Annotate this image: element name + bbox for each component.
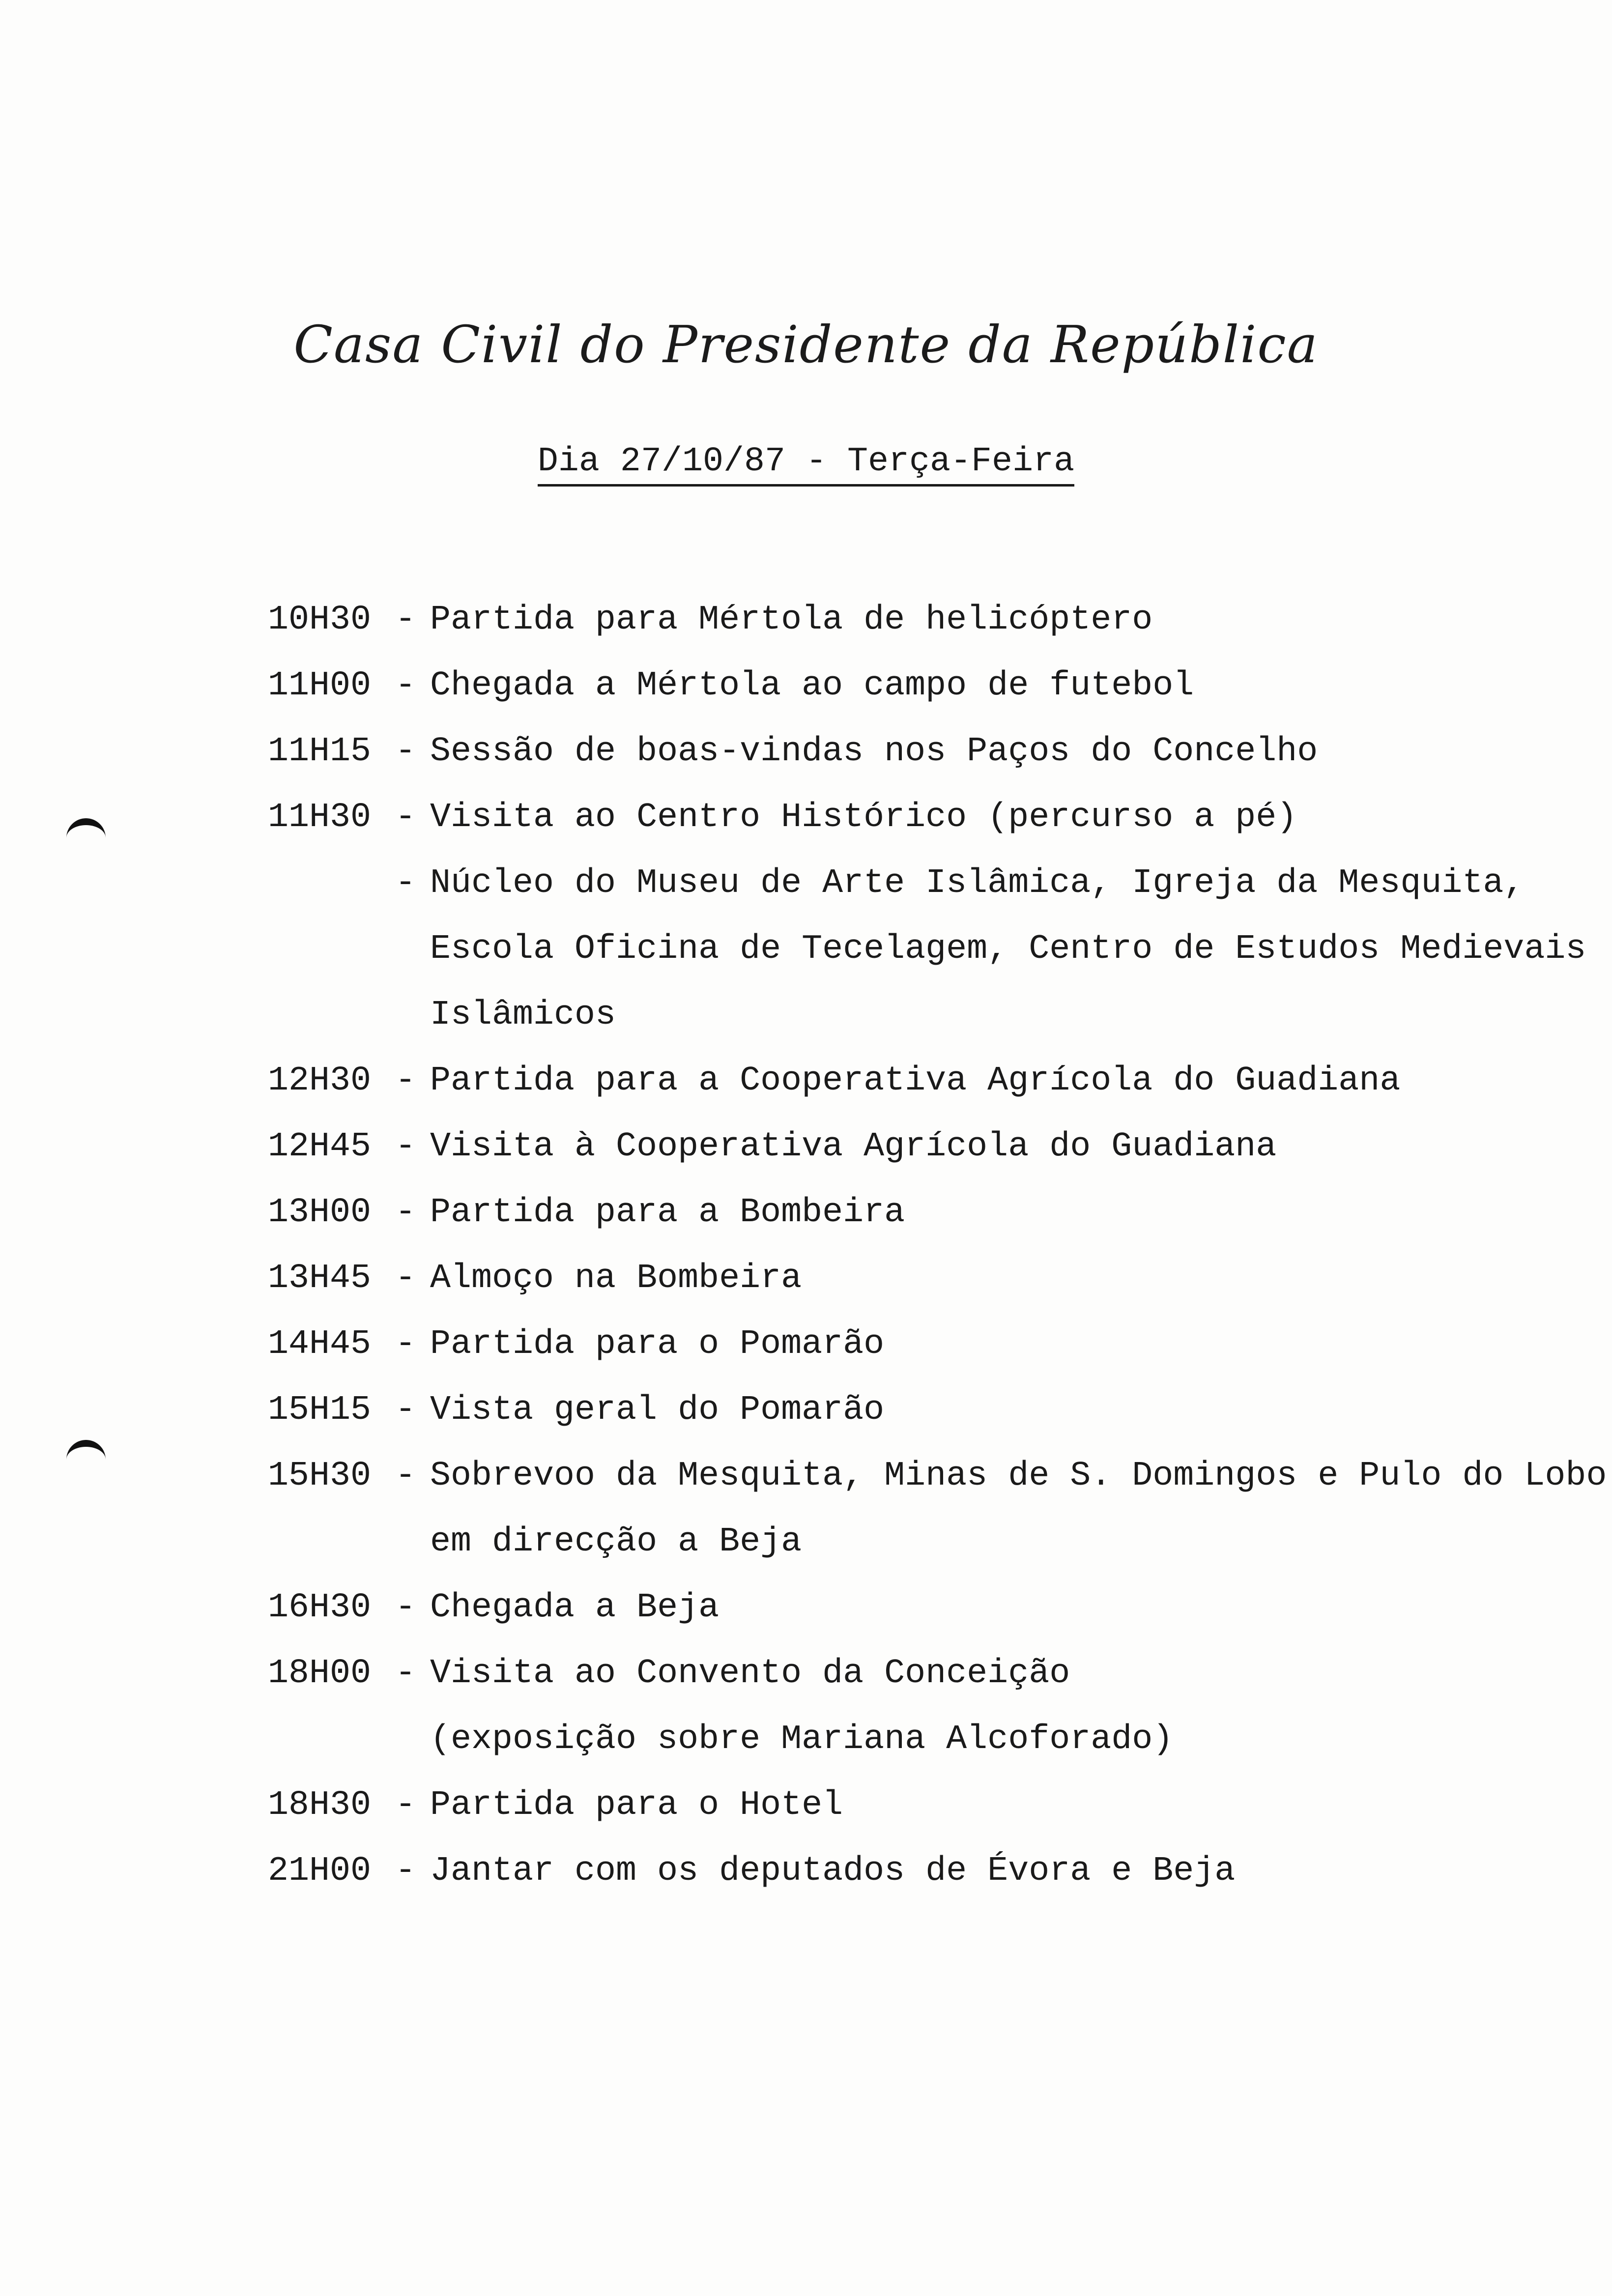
schedule-description-continuation: Islâmicos — [430, 996, 616, 1034]
schedule-time: 18H00 — [268, 1654, 372, 1693]
schedule-time: 15H30 — [268, 1457, 372, 1495]
schedule-entry — [268, 1048, 1570, 1114]
schedule-description: Vista geral do Pomarão — [430, 1391, 885, 1430]
schedule-dash: - — [395, 864, 416, 903]
schedule-time: 18H30 — [268, 1786, 372, 1825]
schedule-dash: - — [395, 732, 416, 771]
schedule-time: 13H00 — [268, 1193, 372, 1232]
schedule-description: Sobrevoo da Mesquita, Minas de S. Domingos e Pulo do Lobo — [430, 1457, 1607, 1495]
schedule-description-continuation: (exposição sobre Mariana Alcoforado) — [430, 1720, 1174, 1759]
schedule-time: 10H30 — [268, 601, 372, 639]
schedule-time: 11H00 — [268, 666, 372, 705]
punch-hole-mark — [66, 818, 106, 845]
schedule-dash: - — [395, 666, 416, 705]
schedule-entry — [268, 851, 1570, 917]
letterhead: Casa Civil do Presidente da República — [293, 315, 1319, 374]
schedule-time: 11H15 — [268, 732, 372, 771]
schedule-entry — [268, 1443, 1607, 1509]
schedule-description: Núcleo do Museu de Arte Islâmica, Igreja da Mesquita, — [430, 864, 1525, 903]
schedule-dash: - — [395, 1127, 416, 1166]
schedule-description: Chegada a Mértola ao campo de futebol — [430, 666, 1194, 705]
schedule-description: Partida para o Pomarão — [430, 1325, 885, 1364]
schedule-description: Visita à Cooperativa Agrícola do Guadiana — [430, 1127, 1277, 1166]
schedule-description: Visita ao Centro Histórico (percurso a pé) — [430, 798, 1297, 837]
schedule-dash: - — [395, 1391, 416, 1430]
schedule-dash: - — [395, 1193, 416, 1232]
schedule-description: Partida para a Cooperativa Agrícola do Guadiana — [430, 1062, 1401, 1100]
schedule-dash: - — [395, 1062, 416, 1100]
schedule-description: Sessão de boas-vindas nos Paços do Concelho — [430, 732, 1318, 771]
schedule-description: Almoço na Bombeira — [430, 1259, 802, 1298]
schedule-dash: - — [395, 1654, 416, 1693]
schedule-description: Visita ao Convento da Conceição — [430, 1654, 1070, 1693]
schedule-time: 12H30 — [268, 1062, 372, 1100]
schedule-entry — [268, 587, 1570, 653]
schedule-time: 21H00 — [268, 1852, 372, 1891]
schedule-entry — [268, 1838, 1570, 1904]
date-heading-text: Dia 27/10/87 - Terça-Feira — [538, 442, 1074, 487]
schedule-dash: - — [395, 601, 416, 639]
schedule-entry — [268, 1641, 1570, 1707]
schedule-entry — [268, 1180, 1570, 1246]
schedule-dash: - — [395, 1588, 416, 1627]
schedule-time: 16H30 — [268, 1588, 372, 1627]
schedule-entry — [268, 719, 1570, 785]
schedule-entry — [268, 1575, 1570, 1641]
schedule-time — [268, 851, 386, 917]
schedule-entry — [268, 1114, 1570, 1180]
schedule-time: 14H45 — [268, 1325, 372, 1364]
schedule-dash: - — [395, 1325, 416, 1364]
schedule-dash: - — [395, 798, 416, 837]
schedule-description-continuation: em direcção a Beja — [430, 1522, 802, 1561]
schedule-entry — [268, 785, 1570, 851]
schedule-entry — [268, 653, 1570, 719]
schedule-dash: - — [395, 1852, 416, 1891]
schedule-time: 13H45 — [268, 1259, 372, 1298]
date-heading — [0, 442, 1612, 481]
schedule-dash: - — [395, 1457, 416, 1495]
schedule-description: Chegada a Beja — [430, 1588, 720, 1627]
schedule-entry — [268, 1378, 1570, 1443]
schedule-description-continuation: Escola Oficina de Tecelagem, Centro de Estudos Medievais — [430, 930, 1586, 969]
schedule-time: 11H30 — [268, 798, 372, 837]
schedule-entry — [268, 1312, 1570, 1378]
schedule-entry — [268, 1246, 1570, 1312]
schedule-time: 12H45 — [268, 1127, 372, 1166]
schedule-dash: - — [395, 1259, 416, 1298]
punch-hole-mark — [66, 1440, 106, 1466]
schedule-description: Partida para o Hotel — [430, 1786, 843, 1825]
schedule-dash: - — [395, 1786, 416, 1825]
schedule-description: Partida para Mértola de helicóptero — [430, 601, 1153, 639]
schedule-list — [268, 587, 1607, 1904]
schedule-entry — [268, 1773, 1570, 1838]
schedule-time: 15H15 — [268, 1391, 372, 1430]
schedule-description: Jantar com os deputados de Évora e Beja — [430, 1852, 1236, 1891]
schedule-description: Partida para a Bombeira — [430, 1193, 905, 1232]
